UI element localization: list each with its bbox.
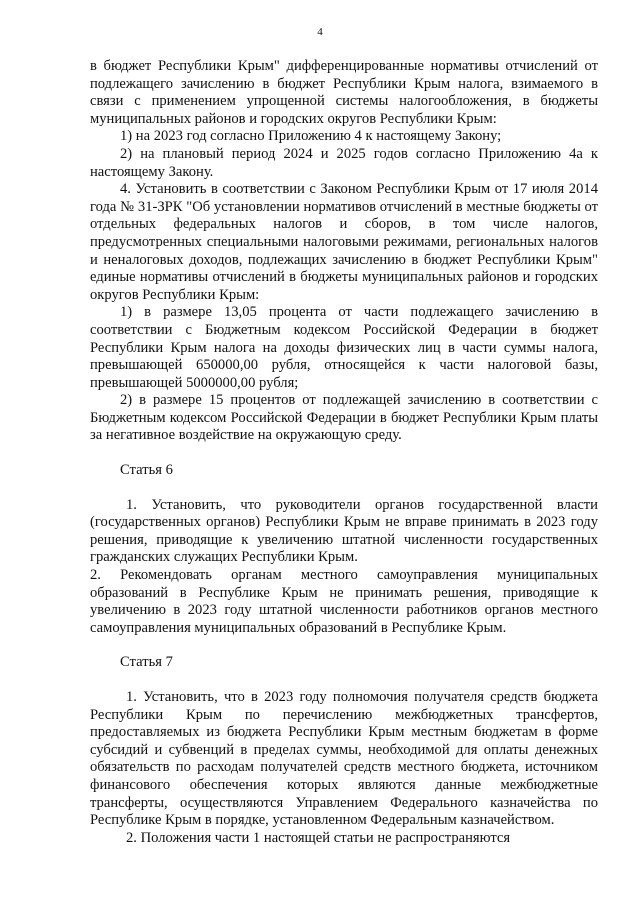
article-7-part-2: 2. Положения части 1 настоящей статьи не распространяются — [126, 829, 511, 846]
list-item-planning-period: 2) на плановый период 2024 и 2025 годов согласно Приложению 4а к настоящему Закону. — [90, 145, 598, 180]
article-6-part-2: 2. Рекомендовать органам местного самоуправления муниципальных образований в Республике Крым не принимать решения, приводящие к увеличению в 2023 году штатной численности работников органов местного самоуправления муниципальных образований в Республике Крым. — [90, 567, 598, 636]
paragraph-item-4: 4. Установить в соответствии с Законом Республики Крым от 17 июля 2014 года № 31-ЗРК "Об установлении нормативов отчислений в местные бюджеты от отдельных федеральных налогов и сборов, в том числе налогов, предусмотренных специальными налоговыми режимами, региональных налогов и неналоговых доходов, подлежащих зачислению в бюджет Республики Крым" единые нормативы отчислений в бюджеты муниципальных районов и городских округов Республики Крым: — [90, 181, 598, 303]
list-item-2023: 1) на 2023 год согласно Приложению 4 к настоящему Закону; — [120, 128, 502, 145]
article-6-part-1: 1. Установить, что руководители органов государственной власти (государственных органов) Республики Крым не вправе принимать в 2023 году решения, приводящие к увеличению штатной численности государственных гражданских служащих Республики Крым. — [90, 496, 598, 566]
list-item-ndfl: 1) в размере 13,05 процента от части подлежащего зачислению в соответствии с Бюджетным кодексом Российской Федерации в бюджет Республики Крым налога на доходы физических лиц в части суммы налога, превышающей 650000,00 рубля, относящейся к части налоговой базы, превышающей 5000000,00 рубля; — [90, 304, 598, 391]
article-6-title: Статья 6 — [120, 462, 173, 479]
paragraph-continuation: в бюджет Республики Крым" дифференцированные нормативы отчислений от подлежащего зачислению в бюджет Республики Крым налога, взимаемого в связи с применением упрощенной системы налогообложения, в бюджеты муниципальных районов и городских округов Республики Крым: — [90, 58, 598, 127]
page-number: 4 — [317, 26, 323, 38]
article-7-part-1: 1. Установить, что в 2023 году полномочия получателя средств бюджета Республики Крым по перечислению межбюджетных трансфертов, предоставляемых из бюджета Республики Крым местным бюджетам в форме субсидий и субвенций в пределах суммы, необходимой для оплаты денежных обязательств по расходам получателей средств местного бюджета, источником финансового обеспечения которых являются данные межбюджетные трансферты, осуществляются Управлением Федерального казначейства по Республике Крым в порядке, установленном Федеральным казначейством. — [90, 689, 598, 829]
document-body — [90, 58, 598, 847]
list-item-environment-fee: 2) в размере 15 процентов от подлежащей зачислению в соответствии с Бюджетным кодексом Российской Федерации в бюджет Республики Крым платы за негативное воздействие на окружающую среду. — [90, 392, 598, 444]
article-7-title: Статья 7 — [120, 654, 173, 671]
